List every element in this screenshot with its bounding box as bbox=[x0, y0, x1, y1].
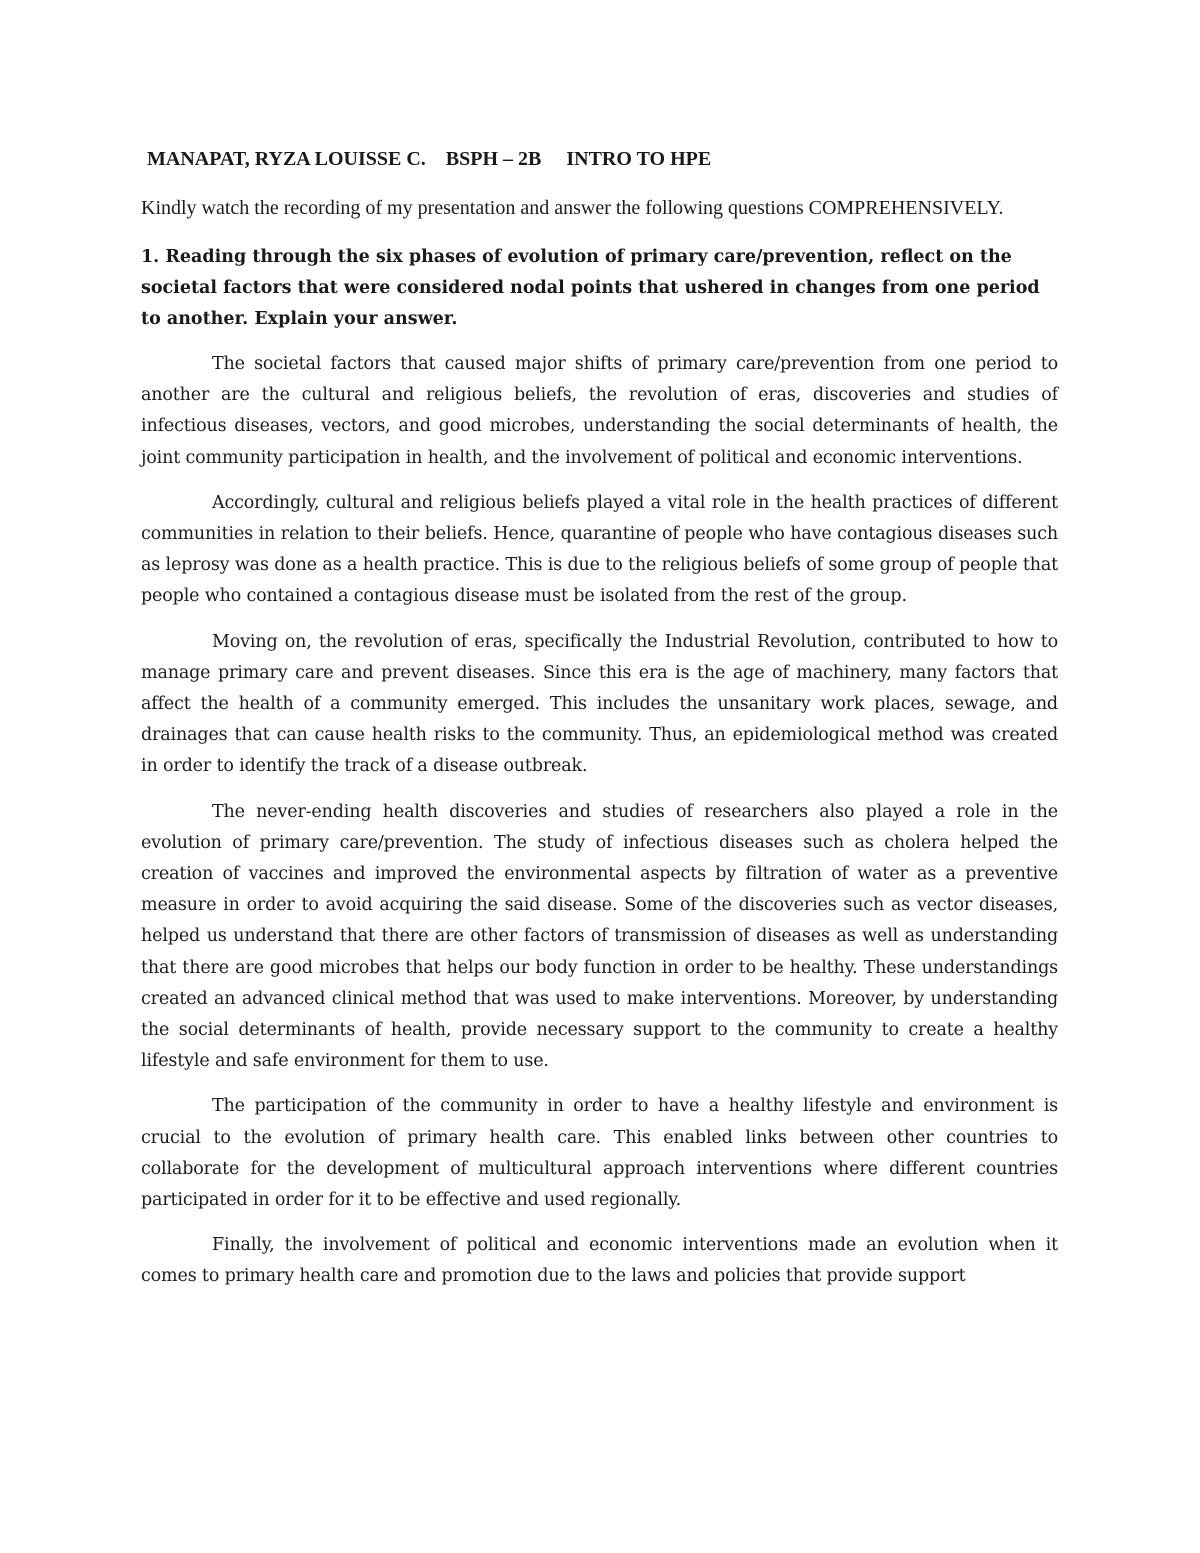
student-header bbox=[147, 145, 1058, 173]
answer-paragraph-4: The never-ending health discoveries and studies of researchers also played a role in the evolution of primary care/prevention. The study of infectious diseases such as cholera helped the creation of vaccines and improved the environmental aspects by filtration of water as a preventive measure in order to avoid acquiring the said disease. Some of the discoveries such as vector diseases, helped us understand that there are other factors of transmission of diseases as well as understanding that there are good microbes that helps our body function in order to be healthy. These understandings created an advanced clinical method that was used to make interventions. Moreover, by understanding the social determinants of health, provide necessary support to the community to create a healthy lifestyle and safe environment for them to use. bbox=[141, 801, 1058, 1072]
student-name: MANAPAT, RYZA LOUISSE C. bbox=[147, 148, 426, 170]
answer-paragraph-3: Moving on, the revolution of eras, specifically the Industrial Revolution, contributed to how to manage primary care and prevent diseases. Since this era is the age of machinery, many factors that affect the health of a community emerged. This includes the unsanitary work places, sewage, and drainages that can cause health risks to the community. Thus, an epidemiological method was created in order to identify the track of a disease outbreak. bbox=[141, 631, 1058, 777]
course-title: INTRO TO HPE bbox=[566, 148, 712, 170]
answer-paragraph-5: The participation of the community in order to have a healthy lifestyle and environment is crucial to the evolution of primary health care. This enabled links between other countries to collaborate for the development of multicultural approach interventions where different countries participated in order for it to be effective and used regionally. bbox=[141, 1096, 1058, 1211]
question-1: 1. Reading through the six phases of evolution of primary care/prevention, reflect on the societal factors that were considered nodal points that ushered in changes from one period to another. Explain your answer. bbox=[141, 247, 1040, 329]
answer-paragraph-1: The societal factors that caused major shifts of primary care/prevention from one period to another are the cultural and religious beliefs, the revolution of eras, discoveries and studies of infectious diseases, vectors, and good microbes, understanding the social determinants of health, the joint community participation in health, and the involvement of political and economic interventions. bbox=[141, 354, 1058, 468]
document-body bbox=[141, 145, 1058, 1307]
student-section: BSPH – 2B bbox=[445, 148, 542, 170]
answer-paragraph-6: Finally, the involvement of political and economic interventions made an evolution when it comes to primary health care and promotion due to the laws and policies that provide support bbox=[141, 1235, 1058, 1287]
answer-paragraph-2: Accordingly, cultural and religious beliefs played a vital role in the health practices of different communities in relation to their beliefs. Hence, quarantine of people who have contagious diseases such as leprosy was done as a health practice. This is due to the religious beliefs of some group of people that people who contained a contagious disease must be isolated from the rest of the group. bbox=[141, 492, 1058, 607]
instructions: Kindly watch the recording of my presentation and answer the following questions COMPREHENSIVELY. bbox=[141, 197, 1004, 219]
